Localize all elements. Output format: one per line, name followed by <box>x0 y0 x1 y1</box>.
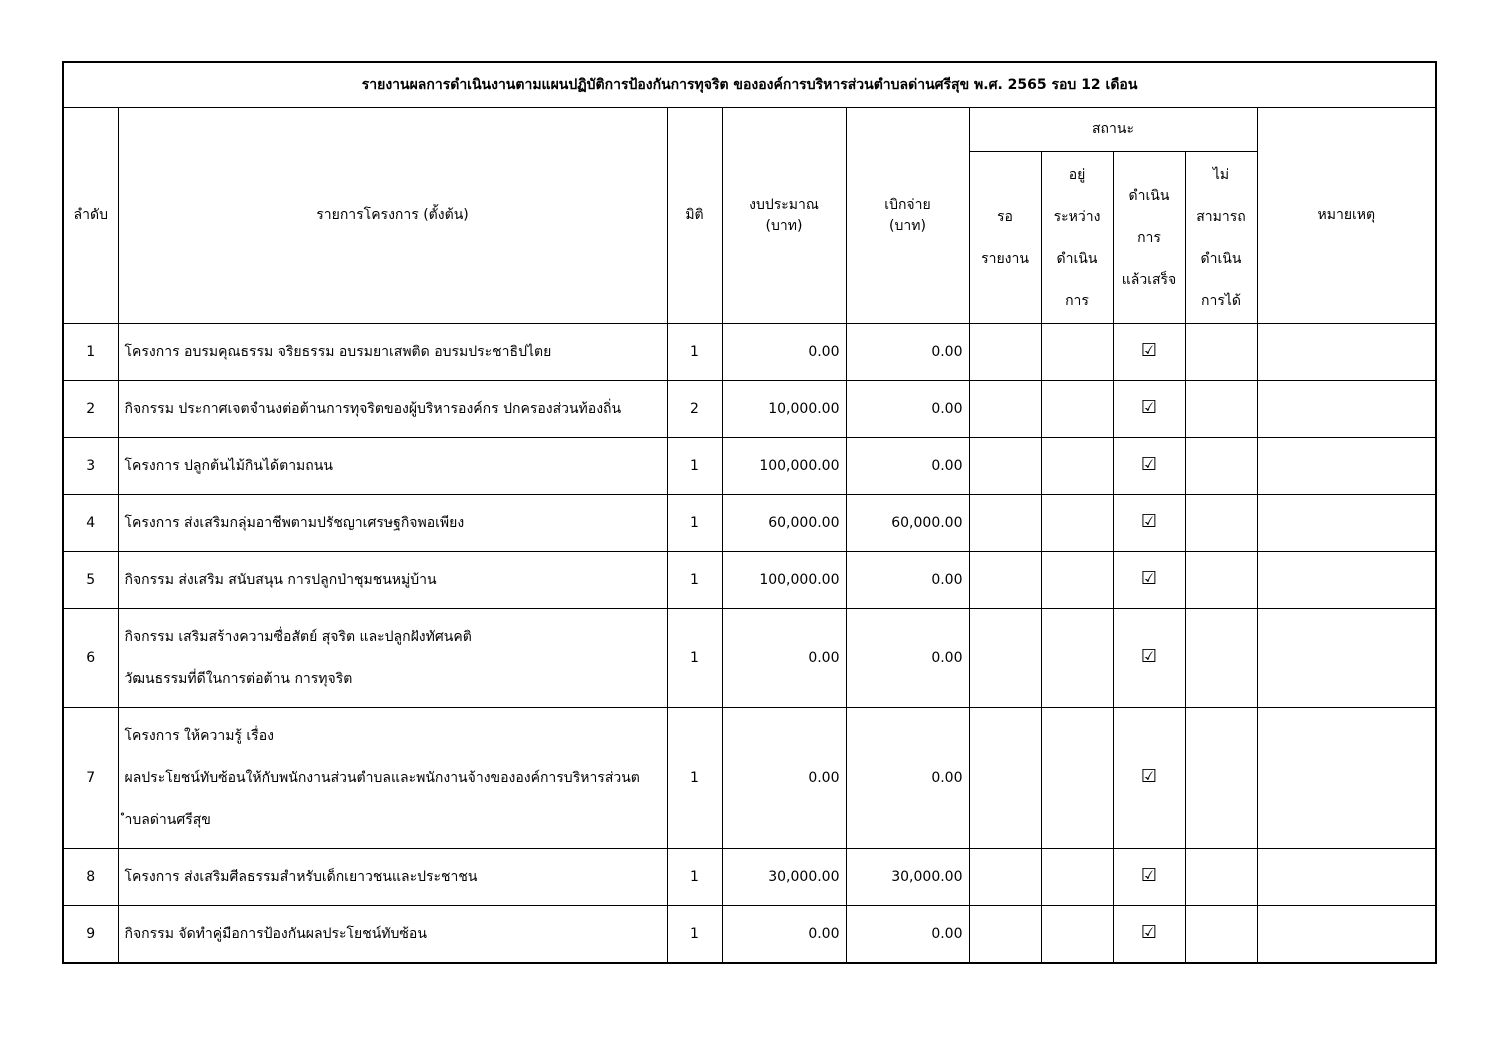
checkbox-checked-icon: ☑ <box>1140 921 1158 943</box>
row-budget: 30,000.00 <box>722 849 846 906</box>
checkbox-checked-icon: ☑ <box>1140 567 1158 589</box>
row-spent: 0.00 <box>846 609 969 708</box>
row-status-completed <box>1113 495 1185 552</box>
header-remarks: หมายเหตุ <box>1257 108 1436 324</box>
row-spent: 0.00 <box>846 381 969 438</box>
row-remarks <box>1257 849 1436 906</box>
row-budget: 0.00 <box>722 906 846 964</box>
row-project-name <box>118 552 667 609</box>
header-status-completed-line: ดำเนิน <box>1128 187 1170 204</box>
report-table <box>62 61 1437 964</box>
row-status-cannot <box>1185 438 1257 495</box>
header-status-waiting-report-line: รายงาน <box>981 250 1029 267</box>
checkbox-checked-icon: ☑ <box>1140 510 1158 532</box>
row-dimension: 2 <box>667 381 722 438</box>
row-budget: 60,000.00 <box>722 495 846 552</box>
header-status-in-progress-line: การ <box>1065 292 1089 309</box>
row-number: 9 <box>63 906 118 964</box>
header-status-cannot-proceed-line: ดำเนิน <box>1200 250 1242 267</box>
checkbox-checked-icon: ☑ <box>1140 396 1158 418</box>
checkbox-checked-icon: ☑ <box>1140 765 1158 787</box>
row-status-waiting <box>969 438 1041 495</box>
row-status-cannot <box>1185 495 1257 552</box>
header-spent-line2: (บาท) <box>889 217 926 234</box>
table-row <box>63 708 1436 849</box>
header-status-in-progress-line: ดำเนิน <box>1056 250 1098 267</box>
project-name-line: กิจกรรม เสริมสร้างความซื่อสัตย์ สุจริต และปลูกฝังทัศนคติ <box>124 629 472 645</box>
row-status-in-progress <box>1041 381 1113 438</box>
row-spent: 30,000.00 <box>846 849 969 906</box>
row-project-name <box>118 381 667 438</box>
row-status-completed <box>1113 849 1185 906</box>
row-number: 8 <box>63 849 118 906</box>
row-dimension: 1 <box>667 438 722 495</box>
row-number: 2 <box>63 381 118 438</box>
report-title: รายงานผลการดำเนินงานตามแผนปฏิบัติการป้องกันการทุจริต ขององค์การบริหารส่วนตำบลด่านศรีสุข พ.ศ. 2565 รอบ 12 เดือน <box>63 62 1436 108</box>
row-number: 5 <box>63 552 118 609</box>
row-status-waiting <box>969 552 1041 609</box>
checkbox-checked-icon: ☑ <box>1140 645 1158 667</box>
row-status-completed <box>1113 381 1185 438</box>
header-status-completed-line: การ <box>1137 229 1161 246</box>
table-row <box>63 324 1436 381</box>
row-status-waiting <box>969 849 1041 906</box>
project-name-line: ำบลด่านศรีสุข <box>124 812 211 828</box>
header-spent-line1: เบิกจ่าย <box>884 196 931 213</box>
row-project-name <box>118 849 667 906</box>
header-status-waiting-report <box>969 152 1041 324</box>
checkbox-checked-icon: ☑ <box>1140 864 1158 886</box>
project-name-line: โครงการ อบรมคุณธรรม จริยธรรม อบรมยาเสพติด อบรมประชาธิปไตย <box>124 344 552 360</box>
row-status-waiting <box>969 906 1041 964</box>
row-status-completed <box>1113 708 1185 849</box>
row-status-in-progress <box>1041 324 1113 381</box>
header-budget-line1: งบประมาณ <box>749 196 819 213</box>
project-name-line: กิจกรรม จัดทำคู่มือการป้องกันผลประโยชน์ทับซ้อน <box>124 926 427 942</box>
row-status-cannot <box>1185 906 1257 964</box>
table-row <box>63 906 1436 964</box>
row-remarks <box>1257 324 1436 381</box>
header-status-in-progress <box>1041 152 1113 324</box>
row-project-name <box>118 495 667 552</box>
row-status-in-progress <box>1041 438 1113 495</box>
checkbox-checked-icon: ☑ <box>1140 339 1158 361</box>
row-status-in-progress <box>1041 552 1113 609</box>
table-row <box>63 849 1436 906</box>
row-dimension: 1 <box>667 708 722 849</box>
row-spent: 0.00 <box>846 438 969 495</box>
row-number: 3 <box>63 438 118 495</box>
row-project-name <box>118 609 667 708</box>
table-row <box>63 609 1436 708</box>
project-name-line: กิจกรรม ประกาศเจตจำนงต่อต้านการทุจริตของผู้บริหารองค์กร ปกครองส่วนท้องถิ่น <box>124 401 622 417</box>
row-status-in-progress <box>1041 906 1113 964</box>
header-no: ลำดับ <box>63 108 118 324</box>
header-dimension: มิติ <box>667 108 722 324</box>
header-status-completed-line: แล้วเสร็จ <box>1121 271 1177 288</box>
row-project-name <box>118 438 667 495</box>
row-status-cannot <box>1185 324 1257 381</box>
row-status-in-progress <box>1041 849 1113 906</box>
row-status-waiting <box>969 609 1041 708</box>
row-budget: 10,000.00 <box>722 381 846 438</box>
row-spent: 0.00 <box>846 906 969 964</box>
row-dimension: 1 <box>667 552 722 609</box>
header-project: รายการโครงการ (ตั้งต้น) <box>118 108 667 324</box>
row-status-in-progress <box>1041 495 1113 552</box>
table-row <box>63 552 1436 609</box>
row-dimension: 1 <box>667 324 722 381</box>
row-spent: 0.00 <box>846 708 969 849</box>
row-remarks <box>1257 552 1436 609</box>
row-dimension: 1 <box>667 849 722 906</box>
project-name-line: โครงการ ให้ความรู้ เรื่อง <box>124 728 274 744</box>
row-status-completed <box>1113 906 1185 964</box>
header-status-cannot-proceed-line: ไม่ <box>1212 166 1230 183</box>
row-status-cannot <box>1185 708 1257 849</box>
checkbox-checked-icon: ☑ <box>1140 453 1158 475</box>
row-dimension: 1 <box>667 609 722 708</box>
row-status-waiting <box>969 495 1041 552</box>
row-status-completed <box>1113 609 1185 708</box>
table-row <box>63 381 1436 438</box>
row-remarks <box>1257 609 1436 708</box>
header-status-completed <box>1113 152 1185 324</box>
row-status-completed <box>1113 324 1185 381</box>
header-status-cannot-proceed-line: การได้ <box>1201 292 1241 309</box>
header-budget-line2: (บาท) <box>765 217 803 234</box>
header-budget <box>722 108 846 324</box>
row-number: 1 <box>63 324 118 381</box>
row-project-name <box>118 906 667 964</box>
row-number: 4 <box>63 495 118 552</box>
row-remarks <box>1257 438 1436 495</box>
row-status-in-progress <box>1041 609 1113 708</box>
row-dimension: 1 <box>667 495 722 552</box>
row-budget: 100,000.00 <box>722 552 846 609</box>
row-status-cannot <box>1185 609 1257 708</box>
row-remarks <box>1257 708 1436 849</box>
header-status-in-progress-line: อยู่ <box>1068 166 1086 183</box>
row-budget: 100,000.00 <box>722 438 846 495</box>
row-status-waiting <box>969 708 1041 849</box>
row-remarks <box>1257 495 1436 552</box>
header-status: สถานะ <box>969 108 1257 152</box>
project-name-line: โครงการ ส่งเสริมกลุ่มอาชีพตามปรัชญาเศรษฐกิจพอเพียง <box>124 515 465 531</box>
table-row <box>63 495 1436 552</box>
row-remarks <box>1257 906 1436 964</box>
project-name-line: ผลประโยชน์ทับซ้อนให้กับพนักงานส่วนตำบลและพนักงานจ้างขององค์การบริหารส่วนต <box>124 770 640 786</box>
row-status-completed <box>1113 438 1185 495</box>
row-budget: 0.00 <box>722 324 846 381</box>
header-status-waiting-report-line: รอ <box>997 208 1013 225</box>
row-status-completed <box>1113 552 1185 609</box>
project-name-line: โครงการ ปลูกต้นไม้กินได้ตามถนน <box>124 458 333 474</box>
row-number: 7 <box>63 708 118 849</box>
row-dimension: 1 <box>667 906 722 964</box>
project-name-line: วัฒนธรรมที่ดีในการต่อต้าน การทุจริต <box>124 671 353 687</box>
row-remarks <box>1257 381 1436 438</box>
row-status-cannot <box>1185 381 1257 438</box>
header-status-cannot-proceed-line: สามารถ <box>1196 208 1246 225</box>
row-status-waiting <box>969 324 1041 381</box>
header-spent <box>846 108 969 324</box>
row-status-cannot <box>1185 552 1257 609</box>
project-name-line: โครงการ ส่งเสริมศีลธรรมสำหรับเด็กเยาวชนและประชาชน <box>124 869 478 885</box>
table-row <box>63 438 1436 495</box>
header-status-cannot-proceed <box>1185 152 1257 324</box>
row-project-name <box>118 708 667 849</box>
project-name-line: กิจกรรม ส่งเสริม สนับสนุน การปลูกป่าชุมชนหมู่บ้าน <box>124 572 437 588</box>
row-budget: 0.00 <box>722 609 846 708</box>
row-spent: 0.00 <box>846 324 969 381</box>
row-budget: 0.00 <box>722 708 846 849</box>
row-status-cannot <box>1185 849 1257 906</box>
row-number: 6 <box>63 609 118 708</box>
row-status-waiting <box>969 381 1041 438</box>
row-spent: 0.00 <box>846 552 969 609</box>
header-status-in-progress-line: ระหว่าง <box>1053 208 1101 225</box>
row-spent: 60,000.00 <box>846 495 969 552</box>
row-status-in-progress <box>1041 708 1113 849</box>
row-project-name <box>118 324 667 381</box>
